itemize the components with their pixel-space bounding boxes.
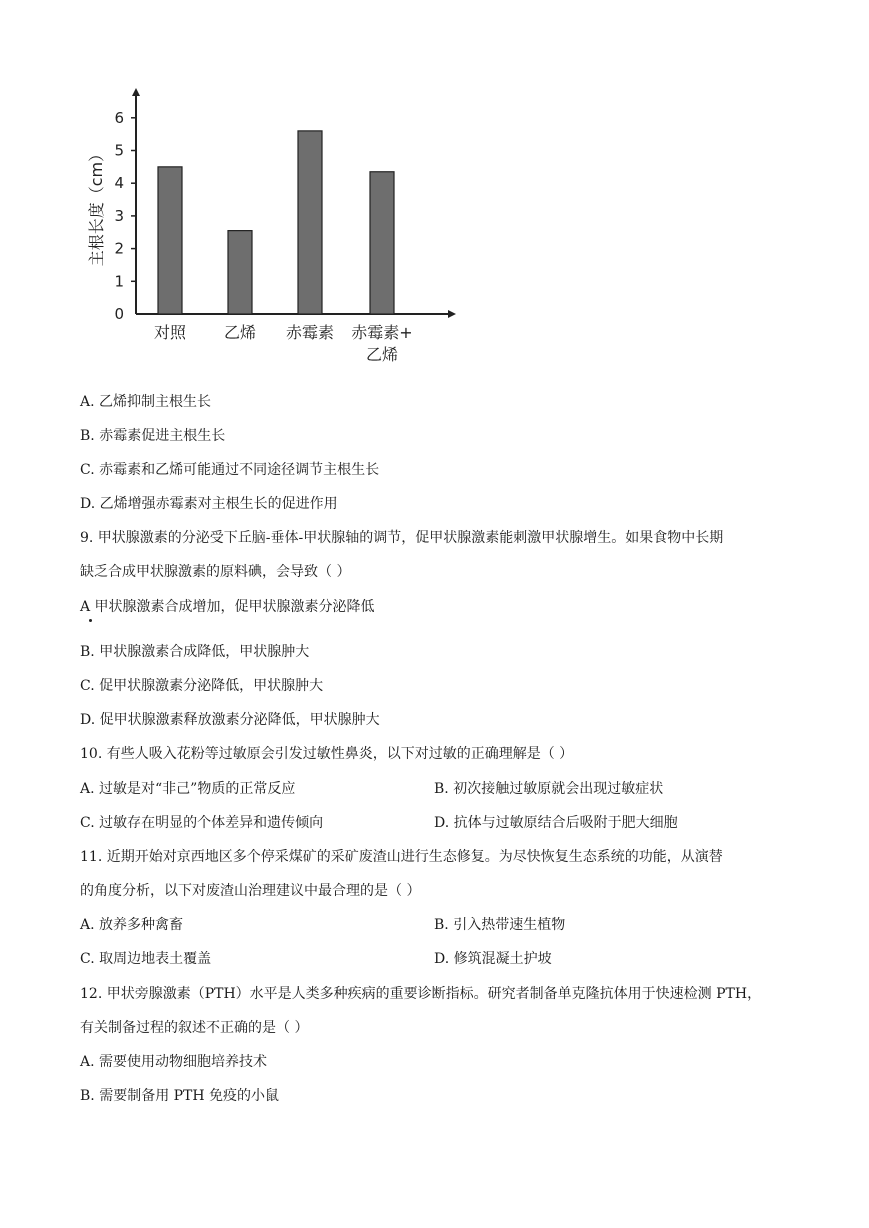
y-tick-label: 6 xyxy=(114,108,124,127)
q11-option-b: B. 引入热带速生植物 xyxy=(434,917,566,933)
q10-option-d: D. 抗体与过敏原结合后吸附于肥大细胞 xyxy=(434,815,678,831)
q9-option-c: C. 促甲状腺激素分泌降低，甲状腺肿大 xyxy=(80,678,324,694)
y-tick-label: 3 xyxy=(114,206,124,225)
x-category-label-line: 赤霉素 xyxy=(285,323,335,342)
x-category-label xyxy=(154,323,187,342)
q10-option-a: A. 过敏是对“非己”物质的正常反应 xyxy=(80,781,296,797)
q8-option-a: A. 乙烯抑制主根生长 xyxy=(80,394,212,410)
q11-stem-line2: 的角度分析，以下对废渣山治理建议中最合理的是（ ） xyxy=(80,883,421,899)
x-category-label-line: 赤霉素+ xyxy=(351,323,413,342)
y-tick-label: 5 xyxy=(114,141,124,160)
q12-option-b: B. 需要制备用 PTH 免疫的小鼠 xyxy=(80,1088,280,1104)
stray-dot xyxy=(89,619,92,622)
bar xyxy=(370,172,394,314)
y-tick-label: 0 xyxy=(114,305,124,323)
q11-option-d: D. 修筑混凝土护坡 xyxy=(434,951,552,967)
q8-option-d: D. 乙烯增强赤霉素对主根生长的促进作用 xyxy=(80,496,338,512)
q12-option-a: A. 需要使用动物细胞培养技术 xyxy=(80,1054,268,1070)
x-category-label xyxy=(224,323,256,342)
q8-option-b: B. 赤霉素促进主根生长 xyxy=(80,428,226,444)
y-tick-label: 2 xyxy=(114,239,124,258)
q10-option-b: B. 初次接触过敏原就会出现过敏症状 xyxy=(434,781,664,797)
q11-option-c: C. 取周边地表土覆盖 xyxy=(80,951,212,967)
bar xyxy=(298,131,322,314)
q9-option-b: B. 甲状腺激素合成降低，甲状腺肿大 xyxy=(80,644,310,660)
x-axis-arrow xyxy=(448,310,456,318)
q9-option-a: A 甲状腺激素合成增加，促甲状腺激素分泌降低 xyxy=(80,599,375,615)
x-category-label xyxy=(351,323,412,364)
y-axis-arrow xyxy=(132,88,140,96)
x-category-label-line: 对照 xyxy=(153,323,187,342)
q11-option-a: A. 放养多种禽畜 xyxy=(80,917,184,933)
x-category-label-line: 乙烯 xyxy=(365,345,399,364)
x-category-label xyxy=(286,323,334,342)
y-tick-label: 4 xyxy=(114,174,124,193)
q12-stem-line2: 有关制备过程的叙述不正确的是（ ） xyxy=(80,1020,309,1036)
q8-option-c: C. 赤霉素和乙烯可能通过不同途径调节主根生长 xyxy=(80,462,380,478)
q12-stem-line1: 12. 甲状旁腺激素（PTH）水平是人类多种疾病的重要诊断指标。研究者制备单克隆抗体用于快速检测 PTH， xyxy=(80,986,762,1002)
y-tick-label: 1 xyxy=(114,272,124,291)
q10-stem: 10. 有些人吸入花粉等过敏原会引发过敏性鼻炎，以下对过敏的正确理解是（ ） xyxy=(80,746,574,762)
q11-stem-line1: 11. 近期开始对京西地区多个停采煤矿的采矿废渣山进行生态修复。为尽快恢复生态系统的功能，从演替 xyxy=(80,849,723,865)
x-category-label-line: 乙烯 xyxy=(223,323,257,342)
bar xyxy=(228,231,252,314)
q9-stem-line1: 9. 甲状腺激素的分泌受下丘脑-垂体-甲状腺轴的调节，促甲状腺激素能刺激甲状腺增生。如果食物中长期 xyxy=(80,530,724,546)
q9-option-d: D. 促甲状腺激素释放激素分泌降低，甲状腺肿大 xyxy=(80,712,380,728)
q10-option-c: C. 过敏存在明显的个体差异和遗传倾向 xyxy=(80,815,324,831)
q9-stem-line2: 缺乏合成甲状腺激素的原料碘，会导致（ ） xyxy=(80,564,351,580)
root-length-bar-chart xyxy=(80,70,480,370)
y-axis-title: 主根长度（cm） xyxy=(87,145,106,267)
bar xyxy=(158,167,182,314)
